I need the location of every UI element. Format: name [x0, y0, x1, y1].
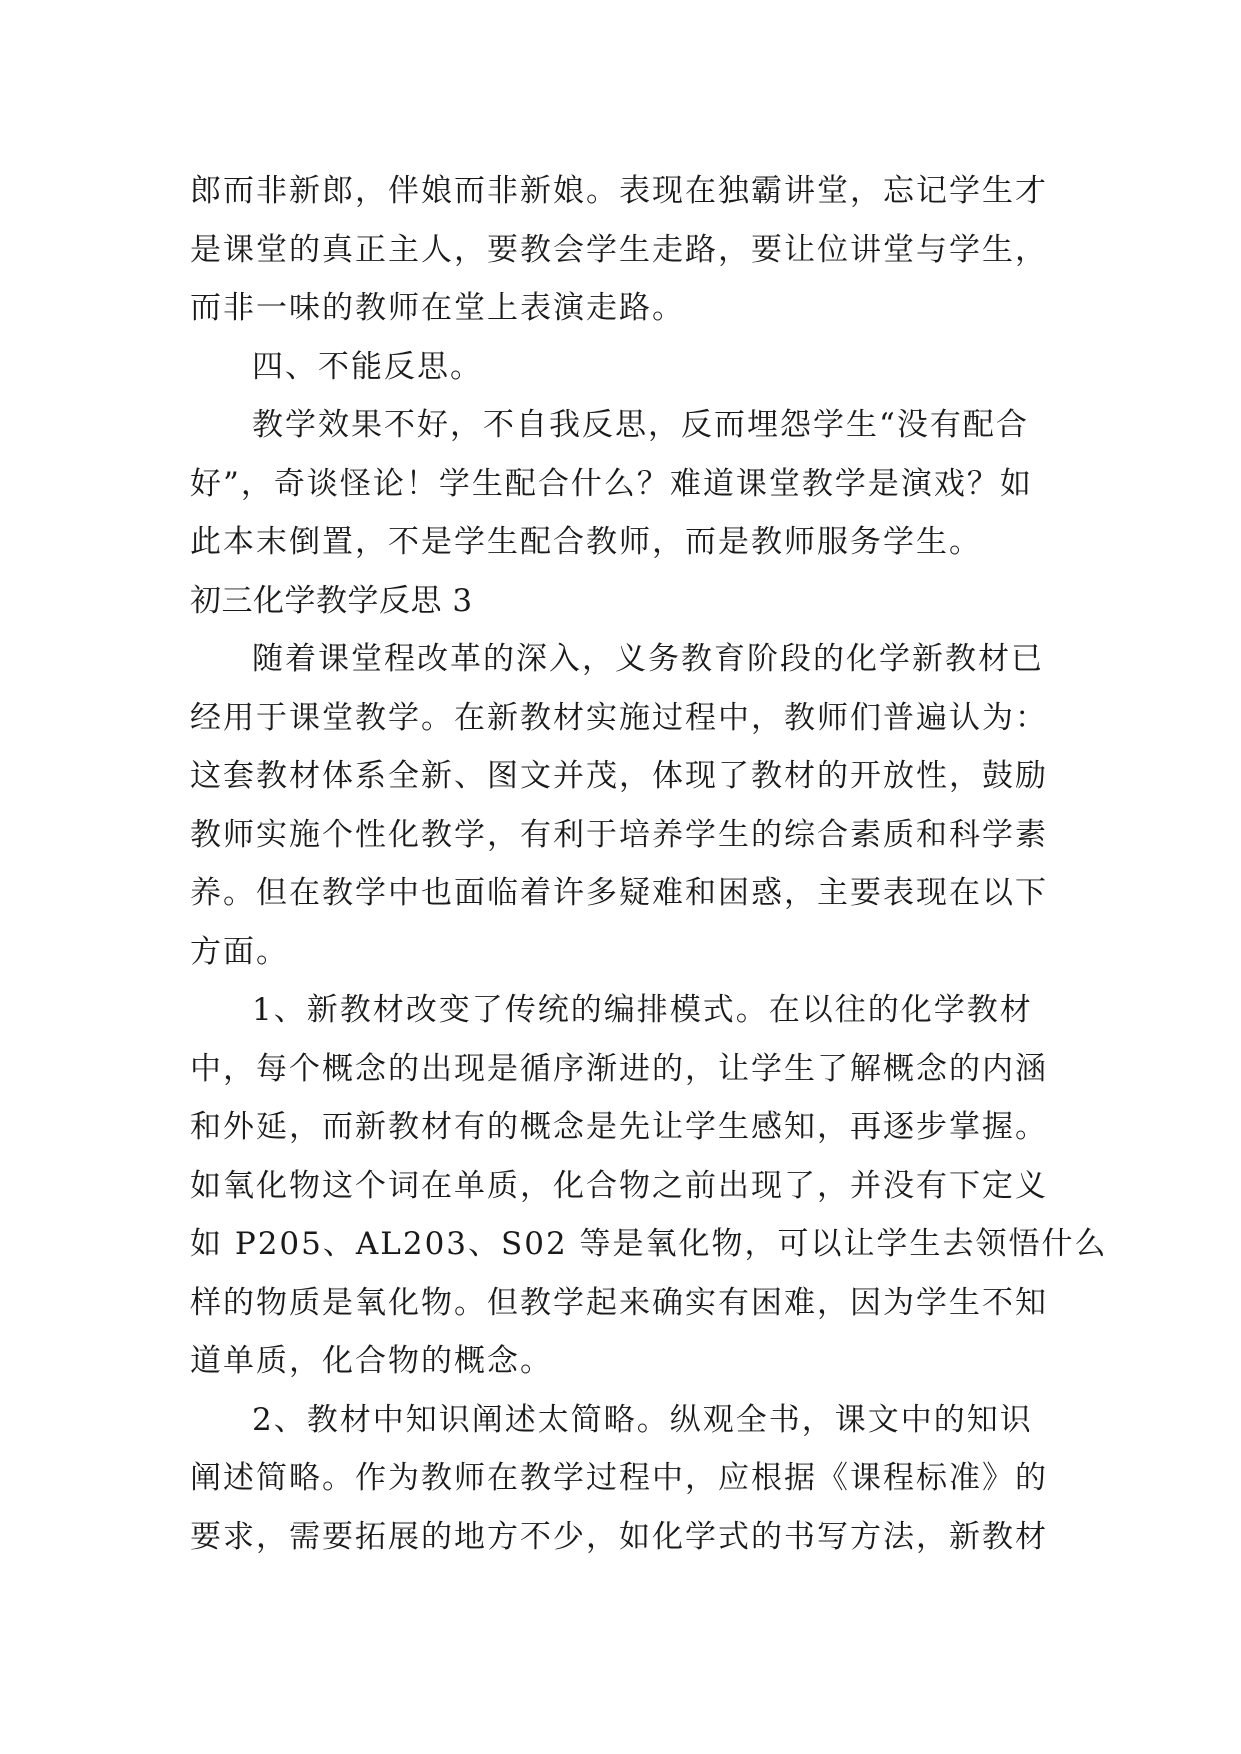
text-line: 经用于课堂教学。在新教材实施过程中，教师们普遍认为： [190, 699, 1048, 736]
text-line: 中，每个概念的出现是循序渐进的，让学生了解概念的内涵 [190, 1050, 1048, 1087]
text-line: 如氧化物这个词在单质，化合物之前出现了，并没有下定义 [190, 1167, 1048, 1204]
text-line: 好”，奇谈怪论！学生配合什么？难道课堂教学是演戏？如 [190, 465, 1033, 502]
text-line: 而非一味的教师在堂上表演走路。 [190, 290, 685, 326]
document-body [190, 162, 1108, 1566]
paragraph-start: 教学效果不好，不自我反思，反而埋怨学生“没有配合 [252, 407, 1029, 443]
text-line: 要求，需要拓展的地方不少，如化学式的书写方法，新教材 [190, 1518, 1048, 1555]
text-line: 和外延，而新教材有的概念是先让学生感知，再逐步掌握。 [190, 1109, 1048, 1145]
text-line: 这套教材体系全新、图文并茂，体现了教材的开放性，鼓励 [190, 758, 1048, 794]
paragraph-start: 1、新教材改变了传统的编排模式。在以往的化学教材 [252, 992, 1033, 1028]
text-line: 郎而非新郎，伴娘而非新娘。表现在独霸讲堂，忘记学生才 [190, 173, 1048, 209]
text-line: 方面。 [190, 933, 289, 970]
text-line: 样的物质是氧化物。但教学起来确实有困难，因为学生不知 [190, 1284, 1048, 1321]
text-line: 教师实施个性化教学，有利于培养学生的综合素质和科学素 [190, 816, 1048, 853]
text-line: 此本末倒置，不是学生配合教师，而是教师服务学生。 [190, 524, 982, 560]
article-title: 初三化学教学反思 3 [190, 582, 473, 619]
text-line: 阐述简略。作为教师在教学过程中，应根据《课程标准》的 [190, 1460, 1048, 1496]
text-line: 养。但在教学中也面临着许多疑难和困惑，主要表现在以下 [190, 875, 1048, 911]
text-line: 如 P205、AL203、S02 等是氧化物，可以让学生去领悟什么 [190, 1226, 1108, 1262]
text-line: 是课堂的真正主人，要教会学生走路，要让位讲堂与学生， [190, 231, 1048, 268]
paragraph-start: 随着课堂程改革的深入，义务教育阶段的化学新教材已 [252, 641, 1044, 677]
paragraph-start: 2、教材中知识阐述太简略。纵观全书，课文中的知识 [252, 1401, 1033, 1438]
section-heading-reflection: 四、不能反思。 [252, 348, 483, 385]
text-line: 道单质，化合物的概念。 [190, 1343, 553, 1379]
